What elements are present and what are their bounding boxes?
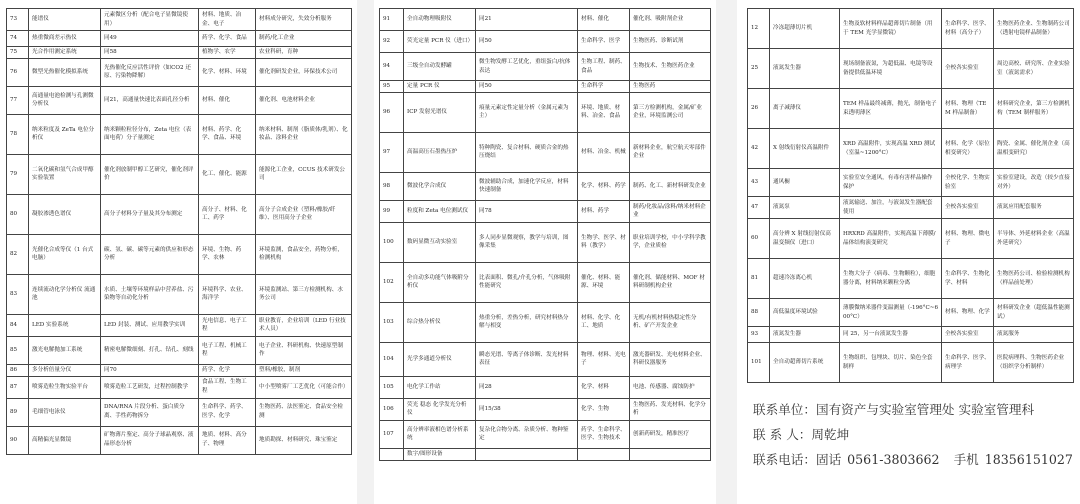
cell-func: 光热催化反应活性评价（如CO2 还原、污染物降解） <box>101 58 199 86</box>
cell-users: 制药/化工企业 <box>256 31 352 47</box>
cell-users: 医院病理科、生物医药企业（组织学分析制样） <box>994 343 1074 383</box>
cell-id: 94 <box>380 53 404 81</box>
cell-name: 定量 PCR 仪 <box>404 81 476 93</box>
cell-field: 材料、催化 <box>578 9 630 31</box>
cell-users: 新材料企业，航空航天零部件企业 <box>630 132 711 172</box>
cell-id: 78 <box>7 114 29 154</box>
cell-users: 生物医药企业、生物制药公司（透射电镜样品制备） <box>994 9 1074 49</box>
cell-id: 106 <box>380 398 404 420</box>
table-row <box>7 9 352 31</box>
cell-id: 87 <box>7 376 29 398</box>
table-row <box>748 9 1074 49</box>
cell-field: 全校化学、生物实验室 <box>942 169 994 197</box>
cell-field: 材料、催化 <box>199 86 256 114</box>
cell-id: 97 <box>380 132 404 172</box>
cell-users: 实验室建设，改造（较少直接对外） <box>994 169 1074 197</box>
cell-func: 复杂化合物分离、杂质分析、物种鉴定 <box>476 420 578 448</box>
cell-field: 食品工程、生物工程 <box>199 376 256 398</box>
cell-field: 生命科学、医学、材料（高分子） <box>942 9 994 49</box>
cell-users: 制药、化工、新材料研发企业 <box>630 172 711 200</box>
cell-field: 化学、材料 <box>578 376 630 398</box>
table-row <box>7 234 352 274</box>
cell-id: 42 <box>748 129 770 169</box>
contact-unit: 国有资产与实验室管理处 实验室管理科 <box>815 402 1035 417</box>
cell-name: 通风橱 <box>770 169 840 197</box>
cell-field: 生命科学、医学、病理学 <box>942 343 994 383</box>
cell-func: 微生物发酵工艺优化，重组蛋白/抗体表达 <box>476 53 578 81</box>
cell-id: 84 <box>7 314 29 336</box>
cell-id: 60 <box>748 219 770 259</box>
cell-func: 热重分析，差热分析，研究材料热分解与相变 <box>476 302 578 342</box>
table-row <box>7 364 352 376</box>
cell-users: 地质勘探、材料研究、珠宝鉴定 <box>256 426 352 454</box>
cell-field: 材料、化学（原位相变研究） <box>942 129 994 169</box>
cell-field: 药学、化学 <box>199 364 256 376</box>
cell-name: 微型光热催化模拟系统 <box>29 58 101 86</box>
cell-field: 环境、生物、药学、农林 <box>199 234 256 274</box>
cell-func: 同15/38 <box>476 398 578 420</box>
table-row <box>380 132 711 172</box>
cell-users: 生物医药公司、检验检测机构（样品前处理） <box>994 259 1074 299</box>
cell-id: 103 <box>380 302 404 342</box>
cell-name: 高分辨 X 射线衍射仪高温变频仪（进口） <box>770 219 840 259</box>
contact-mobile: 18356151027 <box>984 452 1073 467</box>
table-row <box>380 420 711 448</box>
table-row <box>7 336 352 364</box>
cell-field: 生命科学、医学 <box>578 31 630 53</box>
table-row <box>380 9 711 31</box>
cell-func: 生物及软材料样品超薄切片制备（用于 TEM 光学显微镜） <box>840 9 942 49</box>
cell-id: 101 <box>748 343 770 383</box>
cell-users: 材料研究企业，第三方检测机构（TEM 制样服务） <box>994 89 1074 129</box>
cell-id: 81 <box>748 259 770 299</box>
cell-users: 第三方检测机构，金属/矿业企业，环境监测公司 <box>630 92 711 132</box>
table-row <box>748 327 1074 343</box>
cell-name: 离子减薄仪 <box>770 89 840 129</box>
cell-func: 实验室安全通风，有毒有害样品操作保护 <box>840 169 942 197</box>
cell-func: 同 25，另一台液氮发生器 <box>840 327 942 343</box>
table-row <box>7 194 352 234</box>
cell-id: 89 <box>7 398 29 426</box>
cell-name: 高温高压石墨热压炉 <box>404 132 476 172</box>
table-row <box>380 31 711 53</box>
table-row <box>748 299 1074 327</box>
cell-users: 催化剂、电池材料企业 <box>256 86 352 114</box>
cell-id: 83 <box>7 274 29 314</box>
cell-id: 82 <box>7 234 29 274</box>
cell-id: 99 <box>380 200 404 222</box>
cell-name: LED 实验系统 <box>29 314 101 336</box>
cell-field: 生物工程、制药、食品 <box>578 53 630 81</box>
cell-users: 催化剂、吸附剂企业 <box>630 9 711 31</box>
table-row <box>380 92 711 132</box>
cell-field: 材料、物理、微电子 <box>942 219 994 259</box>
cell-func: 多人同步显微观察，教学与培训，图像采集 <box>476 222 578 262</box>
cell-id: 74 <box>7 31 29 47</box>
cell-name: X 射线衍射仪高温附件 <box>770 129 840 169</box>
cell-field: 化工、催化、能源 <box>199 154 256 194</box>
cell-field: 化学、材料、环境 <box>199 58 256 86</box>
cell-func: 同21 <box>476 9 578 31</box>
cell-field: 环境、地质、材料、冶金、食品 <box>578 92 630 132</box>
cell-func: 瞬态光谱、等离子体诊断、发光材料表征 <box>476 342 578 376</box>
cell-field: 药学、生命科学、医学、生物技术 <box>578 420 630 448</box>
page-right <box>737 0 1080 504</box>
table-row <box>380 398 711 420</box>
cell-users: 周边高校、研究所、企业实验室（液氮需求） <box>994 49 1074 89</box>
cell-users: 催化剂、储能材料、MOF 材料研制机构企业 <box>630 262 711 302</box>
cell-func: 比表面积、微孔/介孔分析，气体吸附性能研究 <box>476 262 578 302</box>
cell-name: ICP 发射光谱仪 <box>404 92 476 132</box>
cell-name: 电化学工作站 <box>404 376 476 398</box>
cell-id: 47 <box>748 197 770 219</box>
cell-name: 数字/图形设备 <box>404 448 476 460</box>
cell-func: 喷雾造粒工艺研发，过程控制教学 <box>101 376 199 398</box>
table-row <box>748 89 1074 129</box>
contact-phone-row <box>753 447 1074 472</box>
cell-func: 同50 <box>476 81 578 93</box>
cell-func: 同21，高通量快速比表面孔径分析 <box>101 86 199 114</box>
cell-field: 材料、物理、化学 <box>942 299 994 327</box>
cell-name: 荧光定量 PCR 仪（进口） <box>404 31 476 53</box>
cell-users: 电子企业、科研机构、快速原型制作 <box>256 336 352 364</box>
cell-name: 数码显微互动实验室 <box>404 222 476 262</box>
cell-name: 激光电解抛加工系统 <box>29 336 101 364</box>
cell-field: 全校各实验室 <box>942 49 994 89</box>
cell-name: 液氮泵 <box>770 197 840 219</box>
table-row <box>748 343 1074 383</box>
cell-func: 生物大分子（病毒、生物颗粒），细胞器分离，材料纳米颗粒分离 <box>840 259 942 299</box>
cell-name: 能谱仪 <box>29 9 101 31</box>
cell-id: 26 <box>748 89 770 129</box>
contact-person-row <box>753 422 1074 447</box>
table-row <box>380 376 711 398</box>
equipment-table-2 <box>379 8 711 461</box>
page-left <box>0 0 357 504</box>
cell-id: 79 <box>7 154 29 194</box>
cell-name: 冷冻超薄切片机 <box>770 9 840 49</box>
table-row <box>7 426 352 454</box>
cell-id: 92 <box>380 31 404 53</box>
cell-id: 96 <box>380 92 404 132</box>
cell-field: 生命科学、生物化学、材料 <box>942 259 994 299</box>
cell-users: 能源化工企业，CCUS 技术研发公司 <box>256 154 352 194</box>
table-row <box>748 219 1074 259</box>
cell-id: 25 <box>748 49 770 89</box>
cell-id: 90 <box>7 426 29 454</box>
cell-field: 地质、材料、高分子、物理 <box>199 426 256 454</box>
cell-id: 12 <box>748 9 770 49</box>
cell-id: 77 <box>7 86 29 114</box>
cell-func: 元素微区分析（配合电子显微镜使用） <box>101 9 199 31</box>
table-row <box>7 31 352 47</box>
cell-id: 93 <box>748 327 770 343</box>
contact-unit-label: 联系单位： <box>753 402 816 417</box>
cell-name: 全自动物理吸附仪 <box>404 9 476 31</box>
cell-users: 塑料/橡胶，制剂 <box>256 364 352 376</box>
cell-users: 生物医药、诊断试剂 <box>630 31 711 53</box>
table-row <box>7 154 352 194</box>
cell-field: 生物学、医学、材料（教学） <box>578 222 630 262</box>
cell-users: 材料研发企业（超低温性能测试） <box>994 299 1074 327</box>
cell-name: 液氮发生器 <box>770 327 840 343</box>
cell-func: 纳米颗粒粒径分布，Zeta 电位（表面电荷）分子量测定 <box>101 114 199 154</box>
table-row <box>7 114 352 154</box>
cell-id: 105 <box>380 376 404 398</box>
cell-field: 材料、药学 <box>578 200 630 222</box>
table-row <box>7 314 352 336</box>
cell-func: DNA/RNA 片段分析、蛋白质分离、手性药物拆分 <box>101 398 199 426</box>
cell-name: 凝胶渗透色谱仪 <box>29 194 101 234</box>
cell-users: 职业教育，企业培训（LED 行业技术人员） <box>256 314 352 336</box>
cell-field: 全校各实验室 <box>942 197 994 219</box>
cell-name: 综合热分析仪 <box>404 302 476 342</box>
cell-id: 102 <box>380 262 404 302</box>
table-row <box>7 86 352 114</box>
cell-name: 热重微商差示热仪 <box>29 31 101 47</box>
cell-field: 高分子、材料、化工、药学 <box>199 194 256 234</box>
cell-func: 特种陶瓷、复合材料、硬质合金的热压烧结 <box>476 132 578 172</box>
cell-name: 喷雾造粒生物实验平台 <box>29 376 101 398</box>
table-row <box>380 200 711 222</box>
cell-users: 生物技术、生物医药企业 <box>630 53 711 81</box>
cell-name: 液氮发生器 <box>770 49 840 89</box>
cell-name: 光催化合成等仪（1 台式电脑） <box>29 234 101 274</box>
cell-func: 同49 <box>101 31 199 47</box>
cell-users: 中小型喷雾厂工艺优化（可能合作） <box>256 376 352 398</box>
equipment-table-3 <box>747 8 1074 383</box>
cell-func: 水质、土壤等环境样品中营养盐、污染物等自动化分析 <box>101 274 199 314</box>
cell-name: 粒度和 Zeta 电位测试仪 <box>404 200 476 222</box>
cell-id: 88 <box>748 299 770 327</box>
contact-person-label: 联 系 人： <box>753 427 812 442</box>
table-row <box>748 129 1074 169</box>
cell-users: 生物医药、发光材料、化学分析 <box>630 398 711 420</box>
cell-field: 材料、化学、化工、地质 <box>578 302 630 342</box>
table-row <box>380 448 711 460</box>
cell-func <box>476 448 578 460</box>
cell-name: 三级全自动发酵罐 <box>404 53 476 81</box>
cell-users: 职业培训学校，中小学科学教学，企业质检 <box>630 222 711 262</box>
cell-id: 73 <box>7 9 29 31</box>
cell-name: 二氧化碳和氢气合成甲醇实验装置 <box>29 154 101 194</box>
equipment-table-1 <box>6 8 352 455</box>
cell-func: 催化剂放制甲醇工艺研究，催化剂评价 <box>101 154 199 194</box>
cell-id: 86 <box>7 364 29 376</box>
cell-func: 高分子材料分子量及其分布测定 <box>101 194 199 234</box>
cell-users: 高分子合成企业（塑料/橡胶/纤维）、医用高分子企业 <box>256 194 352 234</box>
cell-field: 全校各实验室 <box>942 327 994 343</box>
cell-func: 同58 <box>101 47 199 59</box>
cell-id: 43 <box>748 169 770 197</box>
contact-fixed-label: 固话 <box>815 452 842 467</box>
cell-name: 毛细管电泳仪 <box>29 398 101 426</box>
cell-field: 化学、生物 <box>578 398 630 420</box>
cell-func: 同78 <box>476 200 578 222</box>
cell-name: 全自动超薄切片系统 <box>770 343 840 383</box>
cell-users <box>630 448 711 460</box>
cell-func: 同70 <box>101 364 199 376</box>
contact-person: 周乾坤 <box>811 427 850 442</box>
cell-users: 创新药研发，精准医疗 <box>630 420 711 448</box>
cell-id: 104 <box>380 342 404 376</box>
cell-users: 生物医药 <box>630 81 711 93</box>
cell-users: 制药/化妆品/涂料/纳米材料企业 <box>630 200 711 222</box>
cell-id: 80 <box>7 194 29 234</box>
table-row <box>380 81 711 93</box>
cell-name: 光合作用测定系统 <box>29 47 101 59</box>
table-row <box>748 49 1074 89</box>
cell-users: 催化剂研发企业，环保技术公司 <box>256 58 352 86</box>
contact-block <box>747 397 1074 472</box>
table-row <box>7 47 352 59</box>
table-row <box>380 262 711 302</box>
cell-func: TEM 样品最终减薄，抛光，制备电子束透明薄区 <box>840 89 942 129</box>
table-row <box>7 58 352 86</box>
cell-func: 现场制备液氮，为超低温、电镜等设备提供低温环境 <box>840 49 942 89</box>
cell-func: 碳、氢、碳、碳等元素的供应和形态分析 <box>101 234 199 274</box>
cell-field: 材料、药学、化学、食品、环境 <box>199 114 256 154</box>
cell-users: 材料成分研究，失效分析服务 <box>256 9 352 31</box>
cell-users: 液氮服务 <box>994 327 1074 343</box>
cell-users: 环境监测站、第三方检测机构、水务公司 <box>256 274 352 314</box>
contact-fixed: 0561-3803662 <box>847 452 940 467</box>
cell-field: 生命科学 <box>578 81 630 93</box>
cell-name: 高通量电池检测与孔测微分析仪 <box>29 86 101 114</box>
page-middle <box>374 0 716 504</box>
cell-func: 微波辅助合成，加速化学反应，材料快速制备 <box>476 172 578 200</box>
cell-users: 激光器研发、光电材料企业、科研仪器服务 <box>630 342 711 376</box>
cell-users: 纳米材料、制剂（脂质体/乳剂）、化妆品、涂料企业 <box>256 114 352 154</box>
cell-id: 76 <box>7 58 29 86</box>
cell-field: 材料、物理（TEM 样品制备） <box>942 89 994 129</box>
cell-id: 95 <box>380 81 404 93</box>
table-row <box>380 53 711 81</box>
table-row <box>7 274 352 314</box>
cell-name: 全自动多功能气体吸附分析仪 <box>404 262 476 302</box>
contact-phone-label: 联系电话： <box>753 452 816 467</box>
cell-name: 荧光 稳态 化学发光分析仪 <box>404 398 476 420</box>
contact-unit-row <box>753 397 1074 422</box>
cell-users: 半导体、外延材料企业（高温外延研究） <box>994 219 1074 259</box>
cell-func: XRD 高温附件，实现高温 XRD 测试（室温~1200°C） <box>840 129 942 169</box>
cell-func: 同50 <box>476 31 578 53</box>
cell-id: 75 <box>7 47 29 59</box>
cell-name: 多分析倍量分仪 <box>29 364 101 376</box>
cell-users: 电池、传感器、腐蚀防护 <box>630 376 711 398</box>
cell-id: 98 <box>380 172 404 200</box>
cell-func: HRXRD 高温附件，实现高温下薄膜/晶体结构演变研究 <box>840 219 942 259</box>
cell-func: 精密电解微细刻、打孔、钻孔、刻线 <box>101 336 199 364</box>
cell-func: 生物组织、包埋块、切片、染色全套制样 <box>840 343 942 383</box>
table-row <box>748 197 1074 219</box>
table-row <box>748 169 1074 197</box>
cell-name: 高分辨率液相色谱分析系统 <box>404 420 476 448</box>
table-row <box>380 302 711 342</box>
cell-id: 100 <box>380 222 404 262</box>
table-row <box>380 172 711 200</box>
table-row <box>7 398 352 426</box>
cell-name: 高低温度环境试验 <box>770 299 840 327</box>
cell-users: 液氮应用配套服务 <box>994 197 1074 219</box>
cell-field: 化学、材料、药学 <box>578 172 630 200</box>
cell-func: 液氮输送、加注，与液氮发生器配套使用 <box>840 197 942 219</box>
cell-func: 痕量元素定性定量分析（金属元素为主） <box>476 92 578 132</box>
cell-func: 矿物薄片鉴定、高分子球晶观察、液晶形态分析 <box>101 426 199 454</box>
cell-name: 纳米粒度及 ZeTa 电位分析仪 <box>29 114 101 154</box>
cell-id: 91 <box>380 9 404 31</box>
cell-users: 无机/有机材料热稳定性分析、矿产开发企业 <box>630 302 711 342</box>
cell-field: 药学、化学、食品 <box>199 31 256 47</box>
table-row <box>380 342 711 376</box>
cell-users: 生物医药、法医鉴定、食品安全检测 <box>256 398 352 426</box>
cell-field: 材料、冶金、机械 <box>578 132 630 172</box>
cell-field: 光电信息、电子工程 <box>199 314 256 336</box>
cell-field: 环境科学、农业、海洋学 <box>199 274 256 314</box>
cell-func: 同28 <box>476 376 578 398</box>
cell-func: 薄膜微纳米器件变温测量（-196°C~600°C） <box>840 299 942 327</box>
cell-name: 微波化学合成仪 <box>404 172 476 200</box>
cell-id: 85 <box>7 336 29 364</box>
cell-name: 高精偏光显微镜 <box>29 426 101 454</box>
cell-field <box>578 448 630 460</box>
table-row <box>380 222 711 262</box>
table-row <box>7 376 352 398</box>
cell-users: 陶瓷、金属、催化剂企业（高温相变研究） <box>994 129 1074 169</box>
cell-id <box>380 448 404 460</box>
cell-field: 催化、材料、能源、环境 <box>578 262 630 302</box>
cell-name: 连续流动化学分析仪 流通池 <box>29 274 101 314</box>
cell-field: 物理、材料、光电子 <box>578 342 630 376</box>
cell-field: 电子工程、机械工程 <box>199 336 256 364</box>
cell-id: 107 <box>380 420 404 448</box>
cell-users: 农业科研，育种 <box>256 47 352 59</box>
cell-name: 光学多通道分析仪 <box>404 342 476 376</box>
cell-users: 环境监测，食品安全，药物分析，检测机构 <box>256 234 352 274</box>
cell-name: 超速冷冻离心机 <box>770 259 840 299</box>
cell-func: LED 封装、测试、应用教学实训 <box>101 314 199 336</box>
cell-field: 材料、地质、冶金、电子 <box>199 9 256 31</box>
table-row <box>748 259 1074 299</box>
cell-field: 生命科学、药学、医学、化学 <box>199 398 256 426</box>
cell-field: 植物学、农学 <box>199 47 256 59</box>
contact-mobile-label: 手机 <box>953 452 979 467</box>
